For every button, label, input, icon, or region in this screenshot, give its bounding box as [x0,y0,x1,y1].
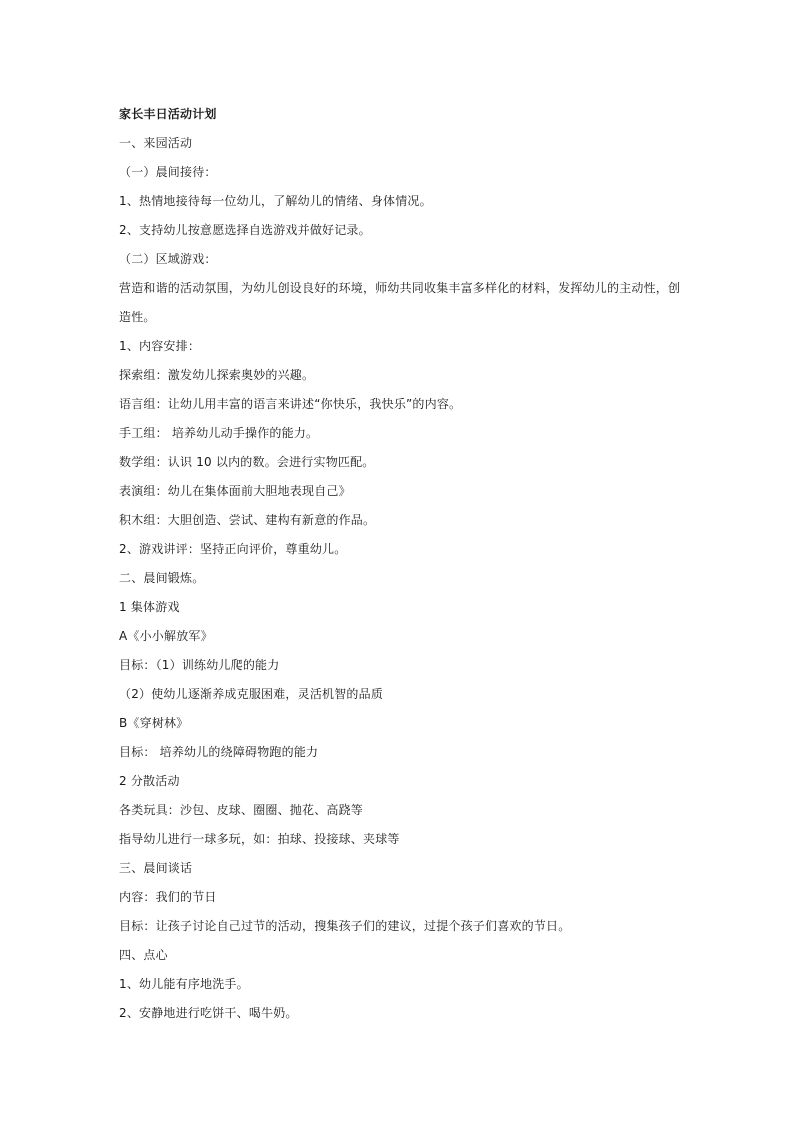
paragraph-line: 目标：让孩子讨论自己过节的活动，搜集孩子们的建议，过提个孩子们喜欢的节日。 [119,919,571,933]
section-heading-morning-exercise: 二、晨间锻炼。 [119,571,205,585]
paragraph-line: 1 集体游戏 [119,600,180,614]
paragraph-line: 造性。 [119,310,156,324]
paragraph-line: 积木组：大胆创造、尝试、建构有新意的作品。 [119,513,376,527]
paragraph-line: 数学组：认识 10 以内的数。会进行实物匹配。 [119,455,375,469]
paragraph-line: 2、支持幼儿按意愿选择自选游戏并做好记录。 [119,223,371,237]
paragraph-line: 语言组：让幼儿用丰富的语言来讲述“你快乐，我快乐”的内容。 [119,397,462,411]
document-body [119,100,679,1028]
paragraph-line: A《小小解放军》 [119,629,213,643]
paragraph-line: 指导幼儿进行一球多玩，如：拍球、投接球、夹球等 [119,832,400,846]
paragraph-line: 手工组： 培养幼儿动手操作的能力。 [119,426,319,440]
section-heading-morning-talk: 三、晨间谈话 [119,861,193,875]
paragraph-line: 目标：（1）训练幼儿爬的能力 [119,658,280,672]
document-title: 家长丰日活动计划 [119,107,217,121]
subsection-heading-area-games: （二）区域游戏： [119,252,217,266]
paragraph-line: 各类玩具：沙包、皮球、圈圈、抛花、高跷等 [119,803,364,817]
paragraph-line: 营造和谐的活动氛围，为幼儿创设良好的环境，师幼共同收集丰富多样化的材料，发挥幼儿的主动性，创 [119,281,681,295]
paragraph-line: 2 分散活动 [119,774,180,788]
paragraph-line: 内容：我们的节日 [119,890,217,904]
paragraph-line: 目标： 培养幼儿的绕障碍物跑的能力 [119,745,319,759]
subsection-heading-reception: （一）晨间接待： [119,165,217,179]
paragraph-line: 1、内容安排： [119,339,201,353]
paragraph-line: 2、安静地进行吃饼干、喝牛奶。 [119,1006,298,1020]
paragraph-line: 1、热情地接待每一位幼儿，了解幼儿的情绪、身体情况。 [119,194,432,208]
paragraph-line: 表演组：幼儿在集体面前大胆地表现自己》 [119,484,351,498]
section-heading-arrival: 一、来园活动 [119,136,193,150]
paragraph-line: 2、游戏讲评：坚持正向评价，尊重幼儿。 [119,542,347,556]
paragraph-line: 1、幼儿能有序地洗手。 [119,977,249,991]
section-heading-snack: 四、点心 [119,948,168,962]
paragraph-line: 探索组：激发幼儿探索奥妙的兴趣。 [119,368,315,382]
paragraph-line: B《穿树林》 [119,716,189,730]
paragraph-line: （2）使幼儿逐渐养成克服困难，灵活机智的品质 [119,687,384,701]
